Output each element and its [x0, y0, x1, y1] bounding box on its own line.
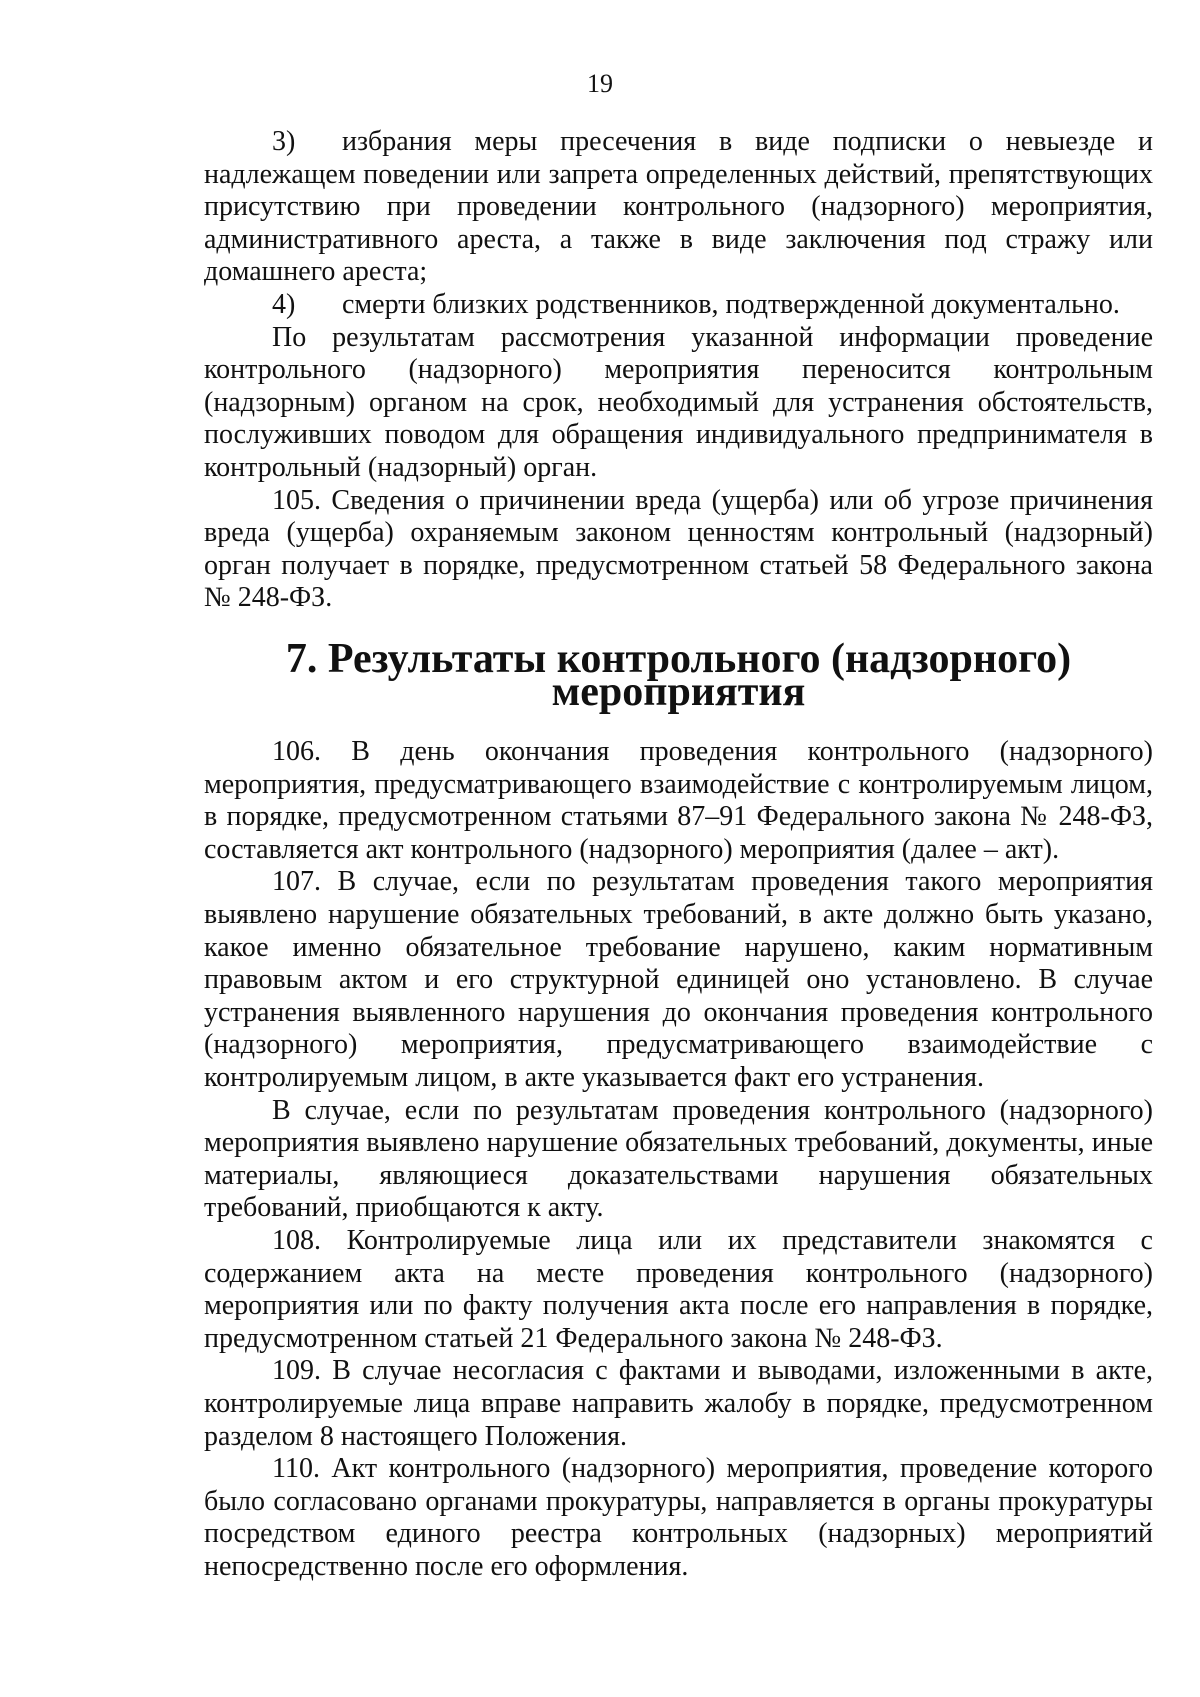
- list-item-number: 3): [272, 126, 296, 157]
- paragraph-105: 105. Сведения о причинении вреда (ущерба) или об угрозе причинения вреда (ущерба) охраняемым законом ценностям контрольный (надзорный) орган получает в порядке, предусмотренном статьей 58 Федерального закона № 248-ФЗ.: [204, 484, 1153, 614]
- paragraph-results-review: По результатам рассмотрения указанной информации проведение контрольного (надзорного) мероприятия переносится контрольным (надзорным) органом на срок, необходимый для устранения обстоятельств, послуживших поводом для обращения индивидуального предпринимателя в контрольный (надзорный) орган.: [204, 321, 1153, 483]
- list-item-3: [204, 126, 1153, 289]
- page-number: 19: [587, 69, 613, 98]
- list-item-number: 4): [272, 288, 296, 320]
- list-item-4: [204, 289, 1153, 322]
- paragraph-106: 106. В день окончания проведения контрольного (надзорного) мероприятия, предусматривающего взаимодействие с контролируемым лицом, в порядке, предусмотренном статьями 87–91 Федерального закона № 248-ФЗ, составляется акт контрольного (надзорного) мероприятия (далее – акт).: [204, 736, 1153, 865]
- document-body: [204, 126, 1153, 1584]
- list-item-text: избрания меры пресечения в виде подписки о невыезде и надлежащем поведении или запрета определенных действий, препятствующих присутствию при проведении контрольного (надзорного) мероприятия, административного ареста, а также в виде заключения под стражу или домашнего ареста;: [204, 126, 1153, 288]
- paragraph-107-continued: В случае, если по результатам проведения контрольного (надзорного) мероприятия выявлено нарушение обязательных требований, документы, иные материалы, являющиеся доказательствами нарушения обязательных требований, приобщаются к акту.: [204, 1094, 1153, 1224]
- paragraph-109: 109. В случае несогласия с фактами и выводами, изложенными в акте, контролируемые лица вправе направить жалобу в порядке, предусмотренном разделом 8 настоящего Положения.: [204, 1355, 1153, 1452]
- paragraph-107: 107. В случае, если по результатам проведения такого мероприятия выявлено нарушение обязательных требований, в акте должно быть указано, какое именно обязательное требование нарушено, каким нормативным правовым актом и его структурной единицей оно установлено. В случае устранения выявленного нарушения до окончания проведения контрольного (надзорного) мероприятия, предусматривающего взаимодействие с контролируемым лицом, в акте указывается факт его устранения.: [204, 866, 1153, 1094]
- section-heading: 7. Результаты контрольного (надзорного) мероприятия: [285, 635, 1072, 715]
- paragraph-108: 108. Контролируемые лица или их представители знакомятся с содержанием акта на месте проведения контрольного (надзорного) мероприятия или по факту получения акта после его направления в порядке, предусмотренном статьей 21 Федерального закона № 248-ФЗ.: [204, 1225, 1153, 1354]
- list-item-text: смерти близких родственников, подтвержденной документально.: [342, 288, 1120, 320]
- paragraph-110: 110. Акт контрольного (надзорного) мероприятия, проведение которого было согласовано органами прокуратуры, направляется в органы прокуратуры посредством единого реестра контрольных (надзорных) мероприятий непосредственно после его оформления.: [204, 1453, 1153, 1582]
